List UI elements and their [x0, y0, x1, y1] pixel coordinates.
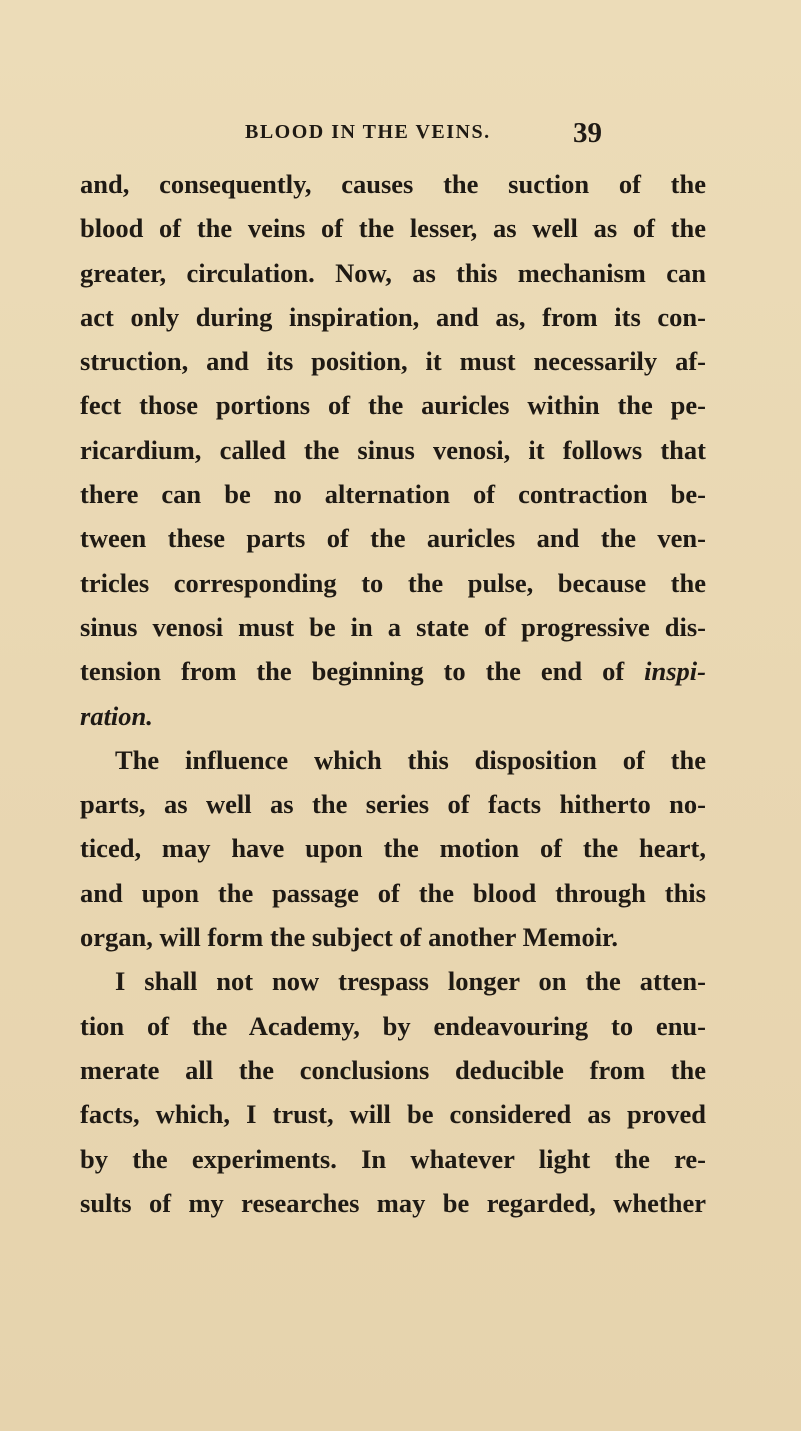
text-line-italic [80, 694, 706, 738]
text-line: and upon the passage of the blood through this [80, 877, 706, 908]
body-text [80, 162, 706, 1225]
running-header [0, 117, 801, 151]
paragraph-start: I shall not now trespass longer on the atten- [115, 966, 706, 997]
text-line: merate all the conclusions deducible from the [80, 1054, 706, 1085]
text-line: by the experiments. In whatever light the re- [80, 1143, 706, 1174]
text-line: there can be no alternation of contraction be- [80, 479, 706, 510]
text-line: sinus venosi must be in a state of progressive dis- [80, 611, 706, 642]
text-line: ricardium, called the sinus venosi, it follows that [80, 434, 706, 465]
text-line: sults of my researches may be regarded, whether [80, 1187, 706, 1218]
text-line: blood of the veins of the lesser, as well as of the [80, 213, 706, 244]
text-line: parts, as well as the series of facts hitherto no- [80, 789, 706, 820]
text-line: tween these parts of the auricles and the ven- [80, 523, 706, 554]
running-title: BLOOD IN THE VEINS. [245, 121, 491, 143]
page-number: 39 [573, 117, 602, 149]
text-line: tion of the Academy, by endeavouring to enu- [80, 1010, 706, 1041]
text-line-with-italic [80, 649, 706, 693]
text-line-start: tension from the beginning to the end of [80, 656, 625, 687]
paragraph-end: organ, will form the subject of another Memoir. [80, 922, 619, 953]
text-line: greater, circulation. Now, as this mechanism can [80, 257, 706, 288]
text-line: tricles corresponding to the pulse, because the [80, 567, 706, 598]
italic-word: inspi- [644, 656, 706, 687]
text-line: struction, and its position, it must necessarily af- [80, 346, 706, 377]
paragraph-start: The influence which this disposition of the [115, 744, 706, 775]
text-line: fect those portions of the auricles within the pe- [80, 390, 706, 421]
italic-word-end: ration. [80, 700, 153, 731]
text-line: act only during inspiration, and as, from its con- [80, 301, 706, 332]
text-line: ticed, may have upon the motion of the heart, [80, 833, 706, 864]
text-line: facts, which, I trust, will be considered as proved [80, 1099, 706, 1130]
text-line: and, consequently, causes the suction of the [80, 169, 706, 199]
